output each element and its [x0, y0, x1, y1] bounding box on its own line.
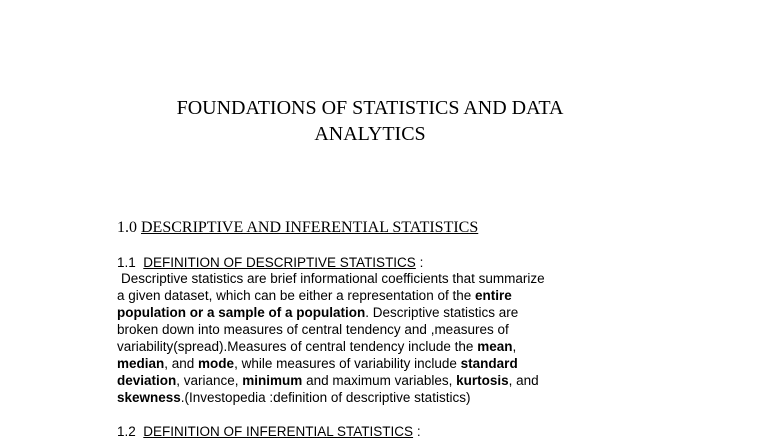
document-title-line-1: FOUNDATIONS OF STATISTICS AND DATA: [176, 97, 564, 119]
text-run: , while measures of variability include: [234, 356, 461, 371]
text-run: , and: [164, 356, 199, 371]
text-run: ,: [512, 339, 517, 354]
paragraph-line: [117, 389, 677, 406]
text-run: .(Investopedia :definition of descriptive statistics): [180, 390, 471, 405]
subsection-number: 1.2: [117, 424, 136, 439]
subsection-number: 1.1: [117, 255, 136, 270]
section-number: 1.0: [117, 219, 137, 236]
section-title: DESCRIPTIVE AND INFERENTIAL STATISTICS: [141, 219, 479, 236]
paragraph-line: [117, 270, 677, 287]
bold-term: kurtosis: [456, 373, 509, 388]
bold-term: skewness: [117, 390, 181, 405]
paragraph-line: [117, 338, 677, 355]
paragraph-line: [117, 287, 677, 304]
bold-term: median: [117, 356, 165, 371]
bold-term: entire: [474, 288, 512, 303]
text-run: Descriptive statistics are brief informational coefficients that summarize: [121, 271, 545, 286]
text-run: , and: [508, 373, 539, 388]
paragraph-line: [117, 355, 677, 372]
text-run: variability(spread).Measures of central tendency include the: [117, 339, 478, 354]
text-run: a given dataset, which can be either a representation of the: [117, 288, 475, 303]
bold-term: mean: [477, 339, 513, 354]
text-run: , variance,: [176, 373, 243, 388]
subsection-suffix: :: [413, 424, 421, 439]
paragraph-line: [117, 372, 677, 389]
text-run: . Descriptive statistics are: [365, 305, 519, 320]
bold-term: standard: [460, 356, 518, 371]
bold-term: deviation: [117, 373, 177, 388]
bold-term: minimum: [242, 373, 303, 388]
paragraph-line: [117, 321, 677, 338]
document-title-line-2: ANALYTICS: [314, 123, 426, 145]
subsection-suffix: :: [415, 255, 424, 270]
subsection-heading-descriptive: [117, 254, 423, 271]
bold-term: mode: [198, 356, 235, 371]
text-run: broken down into measures of central tendency and ,measures of: [117, 322, 509, 337]
text-run: and maximum variables,: [302, 373, 457, 388]
subsection-title: DEFINITION OF DESCRIPTIVE STATISTICS: [143, 255, 416, 270]
document-title: [0, 95, 740, 147]
paragraph-line: [117, 304, 677, 321]
bold-term: population or a sample of a population: [117, 305, 366, 320]
descriptive-statistics-paragraph: [117, 270, 677, 406]
subsection-title: DEFINITION OF INFERENTIAL STATISTICS: [143, 424, 414, 439]
section-heading: [117, 218, 478, 238]
subsection-heading-inferential: [117, 423, 421, 440]
